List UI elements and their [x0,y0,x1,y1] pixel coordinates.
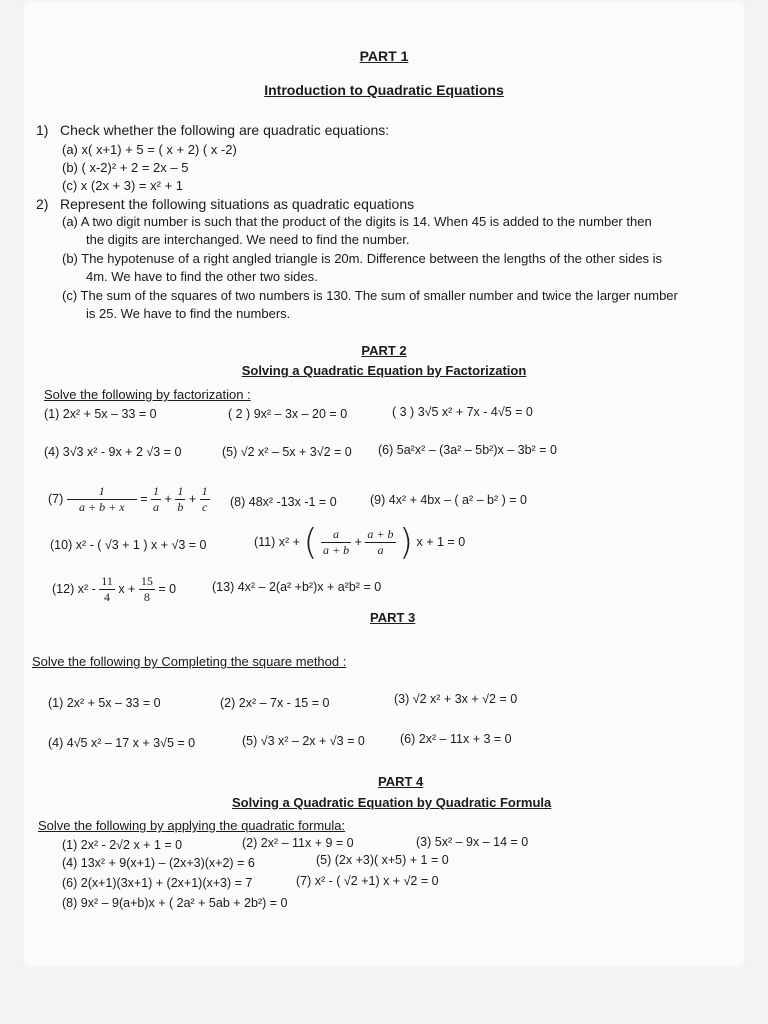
q1-item-a: (a) x( x+1) + 5 = ( x + 2) ( x -2) [62,142,237,157]
part4-instruction: Solve the following by applying the quadratic formula: [38,818,346,833]
left-paren: ( [303,522,318,563]
q1-prompt: Check whether the following are quadratic equations: [60,122,390,138]
part2-problem-2: ( 2 ) 9x² – 3x – 20 = 0 [228,407,348,421]
part2-problem-7: (7) $\frac{1}{a + b + x}$ = $\frac{1}{a}$ + $\frac{1}{b}$ + $\frac{1}{c}$ [48,484,208,514]
part2-problem-11: (11) x² + ( $\frac{a}{a + b}$ + $\frac{a + b}{a}$ ) x + 1 = 0 [254,522,466,563]
part2-problem-8: (8) 48x² -13x -1 = 0 [230,495,337,509]
part3-problem-1: (1) 2x² + 5x – 33 = 0 [48,696,161,710]
q2-item-b-line1: (b) The hypotenuse of a right angled triangle is 20m. Difference between the lengths of the other sides is [62,251,663,266]
part3-instruction: Solve the following by Completing the square method : [32,654,347,669]
problem-12-fraction-1: $\frac{11}{4}$ [101,574,113,604]
part2-problem-10: (10) x² - ( √3 + 1 ) x + √3 = 0 [50,538,207,552]
part3-problem-4: (4) 4√5 x² – 17 x + 3√5 = 0 [48,736,196,750]
problem-11-fraction-1: $\frac{a}{a + b}$ [323,527,350,557]
part4-problem-4: (4) 13x² + 9(x+1) – (2x+3)(x+2) = 6 [62,856,255,870]
part4-heading: PART 4 [378,774,424,789]
worksheet-page [22,0,746,968]
part3-problem-2: (2) 2x² – 7x - 15 = 0 [220,696,330,710]
problem-11-label: (11) [254,534,276,549]
part2-problem-9: (9) 4x² + 4bx – ( a² – b² ) = 0 [370,493,528,507]
part1-title: Introduction to Quadratic Equations [264,82,504,98]
part2-problem-13: (13) 4x² – 2(a² +b²)x + a²b² = 0 [212,580,382,594]
right-paren: ) [398,522,414,563]
problem-7-term-b: $\frac{1}{b}$ [177,484,184,514]
q2-number: 2) [36,196,49,212]
problem-7-label: (7) [48,491,64,506]
part4-problem-8: (8) 9x² – 9(a+b)x + ( 2a² + 5ab + 2b²) = 0 [62,896,288,910]
q2-item-a-line1: (a) A two digit number is such that the product of the digits is 14. When 45 is added to the number then [62,214,652,229]
problem-7-lhs-fraction: $\frac{1}{a + b + x}$ [67,484,137,515]
part4-problem-5: (5) (2x +3)( x+5) + 1 = 0 [316,853,449,867]
part1-heading: PART 1 [359,48,409,64]
part2-instruction: Solve the following by factorization : [44,387,251,402]
q2-item-b-line2: 4m. We have to find the other two sides. [86,269,318,284]
part2-title: Solving a Quadratic Equation by Factorization [241,363,527,378]
problem-12-fraction-2: $\frac{15}{8}$ [140,574,153,604]
part3-heading: PART 3 [370,610,416,625]
problem-7-term-c: $\frac{1}{c}$ [201,484,208,514]
part3-problem-6: (6) 2x² – 11x + 3 = 0 [400,732,512,746]
q1-item-c: (c) x (2x + 3) = x² + 1 [62,178,184,193]
q1-number: 1) [36,122,49,138]
part4-problem-7: (7) x² - ( √2 +1) x + √2 = 0 [296,874,439,888]
part2-problem-3: ( 3 ) 3√5 x² + 7x - 4√5 = 0 [392,405,533,419]
part2-problem-12: (12) x² - $\frac{11}{4}$ x + $\frac{15}{8}$ = 0 [52,574,177,604]
problem-7-term-a: $\frac{1}{a}$ [153,484,160,514]
q2-item-c-line1: (c) The sum of the squares of two numbers is 130. The sum of smaller number and twice the larger number [62,288,678,303]
q2-item-c-line2: is 25. We have to find the numbers. [86,306,291,321]
problem-11-fraction-2: $\frac{a + b}{a}$ [367,527,394,557]
part3-problem-5: (5) √3 x² – 2x + √3 = 0 [242,734,365,748]
part4-problem-1: (1) 2x² - 2√2 x + 1 = 0 [62,838,183,852]
part4-problem-6: (6) 2(x+1)(3x+1) + (2x+1)(x+3) = 7 [62,876,253,890]
q1-item-b: (b) ( x-2)² + 2 = 2x – 5 [62,160,189,175]
part4-title: Solving a Quadratic Equation by Quadratic Formula [232,795,552,810]
part2-problem-5: (5) √2 x² – 5x + 3√2 = 0 [222,445,352,459]
part3-problem-3: (3) √2 x² + 3x + √2 = 0 [394,692,518,706]
part4-problem-2: (2) 2x² – 11x + 9 = 0 [242,836,354,850]
part2-problem-1: (1) 2x² + 5x – 33 = 0 [44,407,157,421]
problem-12-label: (12) [52,581,75,596]
q2-item-a-line2: the digits are interchanged. We need to find the number. [86,232,410,247]
part2-problem-4: (4) 3√3 x² - 9x + 2 √3 = 0 [44,445,182,459]
part2-heading: PART 2 [361,343,407,358]
part2-problem-6: (6) 5a²x² – (3a² – 5b²)x – 3b² = 0 [378,443,557,457]
q2-prompt: Represent the following situations as quadratic equations [60,196,415,212]
part4-problem-3: (3) 5x² – 9x – 14 = 0 [416,835,529,849]
